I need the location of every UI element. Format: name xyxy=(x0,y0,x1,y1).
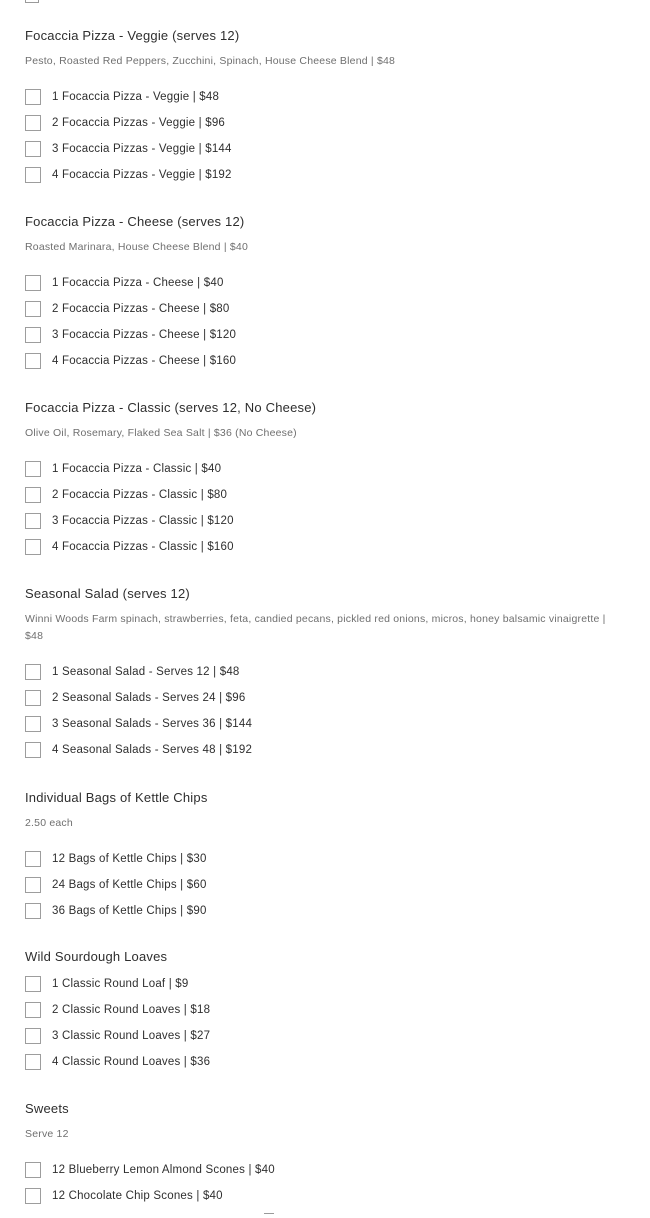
option-row[interactable] xyxy=(25,711,625,737)
option-row[interactable] xyxy=(25,84,625,110)
cut-off-element xyxy=(264,1213,274,1218)
option-checkbox[interactable] xyxy=(25,877,41,893)
option-row[interactable] xyxy=(25,737,625,763)
section-title: Wild Sourdough Loaves xyxy=(25,949,168,964)
option-row[interactable] xyxy=(25,846,625,872)
option-label: 1 Focaccia Pizza - Cheese | $40 xyxy=(52,277,224,289)
option-checkbox[interactable] xyxy=(25,664,41,680)
option-label: 3 Seasonal Salads - Serves 36 | $144 xyxy=(52,718,253,730)
option-label: 12 Bags of Kettle Chips | $30 xyxy=(52,853,207,865)
option-label: 2 Classic Round Loaves | $18 xyxy=(52,1004,211,1016)
option-label: 3 Focaccia Pizzas - Cheese | $120 xyxy=(52,329,237,341)
option-row[interactable] xyxy=(25,110,625,136)
option-row[interactable] xyxy=(25,296,625,322)
option-checkbox[interactable] xyxy=(25,690,41,706)
option-label: 2 Focaccia Pizzas - Classic | $80 xyxy=(52,489,228,501)
option-label: 3 Focaccia Pizzas - Veggie | $144 xyxy=(52,143,232,155)
option-checkbox[interactable] xyxy=(25,1028,41,1044)
option-row[interactable] xyxy=(25,508,625,534)
option-list xyxy=(25,971,625,1075)
section-description: Pesto, Roasted Red Peppers, Zucchini, Spinach, House Cheese Blend | $48 xyxy=(25,55,396,67)
option-label: 3 Focaccia Pizzas - Classic | $120 xyxy=(52,515,234,527)
option-checkbox[interactable] xyxy=(25,1162,41,1178)
option-row[interactable] xyxy=(25,997,625,1023)
option-checkbox[interactable] xyxy=(25,851,41,867)
section-title: Focaccia Pizza - Veggie (serves 12) xyxy=(25,28,240,43)
option-checkbox[interactable] xyxy=(25,461,41,477)
option-row[interactable] xyxy=(25,162,625,188)
option-checkbox[interactable] xyxy=(25,275,41,291)
option-row[interactable] xyxy=(25,456,625,482)
section-sweets xyxy=(25,1100,625,1209)
section-description: Olive Oil, Rosemary, Flaked Sea Salt | $36 (No Cheese) xyxy=(25,427,297,439)
option-checkbox[interactable] xyxy=(25,903,41,919)
option-checkbox[interactable] xyxy=(25,1054,41,1070)
option-row[interactable] xyxy=(25,872,625,898)
option-checkbox[interactable] xyxy=(25,115,41,131)
option-label: 3 Classic Round Loaves | $27 xyxy=(52,1030,211,1042)
option-checkbox[interactable] xyxy=(25,141,41,157)
section-description: Serve 12 xyxy=(25,1128,69,1140)
option-label: 1 Classic Round Loaf | $9 xyxy=(52,978,189,990)
section-description: 2.50 each xyxy=(25,817,73,829)
option-row[interactable] xyxy=(25,348,625,374)
option-label: 1 Focaccia Pizza - Veggie | $48 xyxy=(52,91,220,103)
option-row[interactable] xyxy=(25,659,625,685)
section-description: Winni Woods Farm spinach, strawberries, feta, candied pecans, pickled red onions, micros, honey balsamic vinaigrette | $48 xyxy=(25,613,606,642)
section-title: Focaccia Pizza - Classic (serves 12, No Cheese) xyxy=(25,400,317,415)
option-checkbox[interactable] xyxy=(25,1002,41,1018)
option-label: 2 Seasonal Salads - Serves 24 | $96 xyxy=(52,692,246,704)
option-checkbox[interactable] xyxy=(25,1188,41,1204)
option-list xyxy=(25,456,625,560)
option-checkbox[interactable] xyxy=(25,89,41,105)
option-checkbox[interactable] xyxy=(25,301,41,317)
option-checkbox[interactable] xyxy=(25,539,41,555)
option-label: 4 Seasonal Salads - Serves 48 | $192 xyxy=(52,744,253,756)
option-row[interactable] xyxy=(25,534,625,560)
section-seasonal-salad xyxy=(25,585,625,763)
option-checkbox-partial[interactable] xyxy=(25,0,39,3)
option-row[interactable] xyxy=(25,482,625,508)
section-sourdough-loaves xyxy=(25,948,625,1075)
section-title: Individual Bags of Kettle Chips xyxy=(25,790,208,805)
option-label: 2 Focaccia Pizzas - Cheese | $80 xyxy=(52,303,230,315)
option-checkbox[interactable] xyxy=(25,487,41,503)
option-row[interactable] xyxy=(25,1157,625,1183)
option-label: 12 Chocolate Chip Scones | $40 xyxy=(52,1190,223,1202)
section-focaccia-veggie xyxy=(25,27,625,188)
option-checkbox[interactable] xyxy=(25,327,41,343)
option-label: 2 Focaccia Pizzas - Veggie | $96 xyxy=(52,117,226,129)
option-label: 36 Bags of Kettle Chips | $90 xyxy=(52,905,207,917)
option-list xyxy=(25,84,625,188)
option-list xyxy=(25,1157,625,1209)
section-kettle-chips xyxy=(25,789,625,924)
section-description: Roasted Marinara, House Cheese Blend | $40 xyxy=(25,241,249,253)
option-label: 4 Focaccia Pizzas - Cheese | $160 xyxy=(52,355,237,367)
option-checkbox[interactable] xyxy=(25,167,41,183)
option-list xyxy=(25,846,625,924)
option-row[interactable] xyxy=(25,1049,625,1075)
option-row[interactable] xyxy=(25,270,625,296)
option-row[interactable] xyxy=(25,971,625,997)
section-focaccia-cheese xyxy=(25,213,625,374)
option-list xyxy=(25,270,625,374)
option-checkbox[interactable] xyxy=(25,742,41,758)
option-label: 4 Focaccia Pizzas - Veggie | $192 xyxy=(52,169,232,181)
option-label: 4 Classic Round Loaves | $36 xyxy=(52,1056,211,1068)
option-checkbox[interactable] xyxy=(25,976,41,992)
section-title: Seasonal Salad (serves 12) xyxy=(25,586,190,601)
option-row[interactable] xyxy=(25,898,625,924)
option-checkbox[interactable] xyxy=(25,716,41,732)
option-checkbox[interactable] xyxy=(25,353,41,369)
option-row[interactable] xyxy=(25,136,625,162)
option-checkbox[interactable] xyxy=(25,513,41,529)
option-label: 1 Focaccia Pizza - Classic | $40 xyxy=(52,463,222,475)
option-label: 24 Bags of Kettle Chips | $60 xyxy=(52,879,207,891)
option-row[interactable] xyxy=(25,1023,625,1049)
option-row[interactable] xyxy=(25,1183,625,1209)
option-label: 1 Seasonal Salad - Serves 12 | $48 xyxy=(52,666,240,678)
option-list xyxy=(25,659,625,763)
section-title: Sweets xyxy=(25,1101,69,1116)
option-label: 12 Blueberry Lemon Almond Scones | $40 xyxy=(52,1164,275,1176)
option-label: 4 Focaccia Pizzas - Classic | $160 xyxy=(52,541,234,553)
section-title: Focaccia Pizza - Cheese (serves 12) xyxy=(25,214,245,229)
section-focaccia-classic xyxy=(25,399,625,560)
option-row[interactable] xyxy=(25,322,625,348)
option-row[interactable] xyxy=(25,685,625,711)
